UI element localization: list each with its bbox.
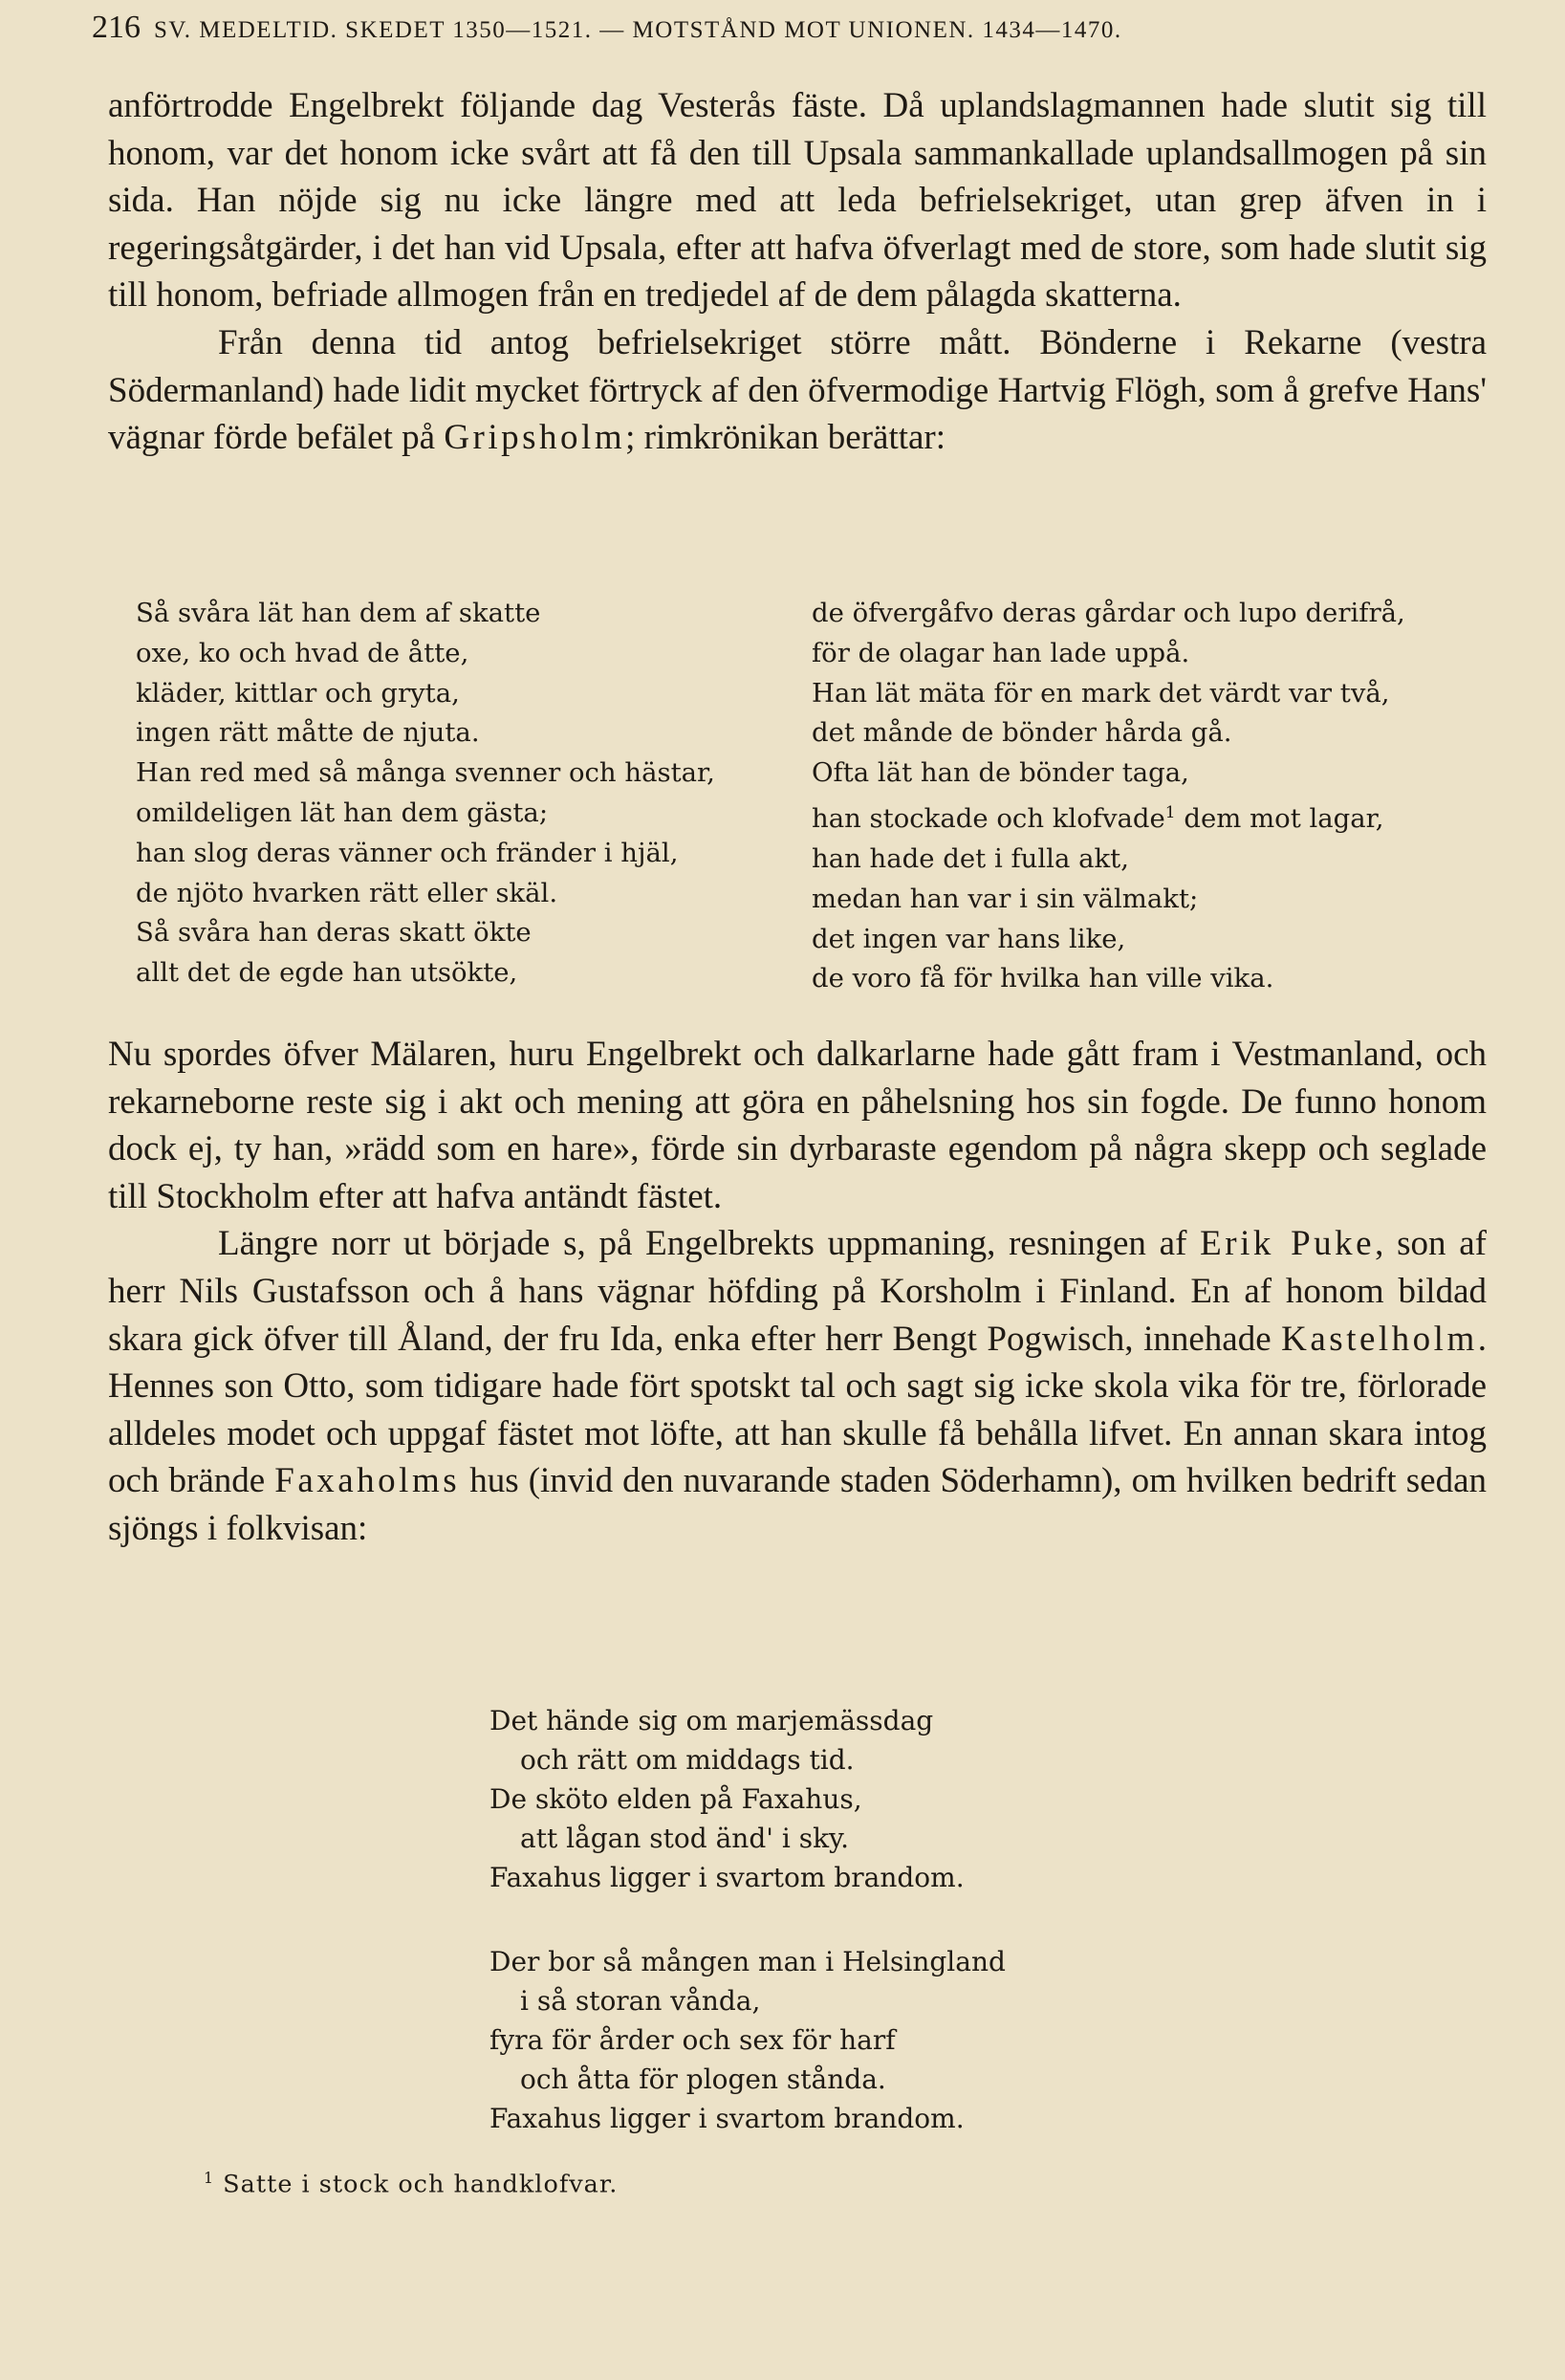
footnote-text: Satte i stock och handklofvar. <box>223 2170 619 2199</box>
poem-line: de voro få för hvilka han ville vika. <box>812 963 1274 994</box>
poem-line: de njöto hvarken rätt eller skäl. <box>136 877 558 908</box>
poem-line: det månde de bönder hårda gå. <box>812 717 1232 749</box>
poem-line: Han red med så många svenner och hästar, <box>136 757 715 789</box>
place-kastelholm: Kastelholm <box>1281 1319 1478 1359</box>
poem-line: Så svåra lät han dem af skatte <box>136 598 541 628</box>
poem-line: han hade det i fulla akt, <box>812 842 1129 874</box>
poem-line: medan han var i sin välmakt; <box>812 883 1199 914</box>
song-line: och rätt om middags tid. <box>520 1744 855 1776</box>
poem-line: det ingen var hans like, <box>812 923 1126 954</box>
poem-line: Ofta lät han de bönder taga, <box>812 757 1189 789</box>
footnote-marker: 1 <box>204 2169 215 2187</box>
poem-line: oxe, ko och hvad de åtte, <box>136 637 469 668</box>
place-faxaholm: Faxaholms <box>274 1461 461 1501</box>
running-title: SV. MEDELTID. SKEDET 1350—1521. — MOTSTÅND MOT UNIONEN. 1434—1470. <box>154 17 1122 43</box>
chronicle-poem-right-column <box>812 594 1405 999</box>
poem-line: han slog deras vänner och fränder i hjäl, <box>136 837 679 868</box>
paragraph-erik-puke: Längre norr ut började s, på Engelbrekts uppmaning, resningen af Erik Puke, son af herr Nils Gustafsson och å hans vägnar höfding på Korsholm i Finland. En af honom bildad skara gick öfver till Åland, der fru Ida, enka efter herr Bengt Pogwisch, innehade Kastelholm. Hennes son Otto, som tidigare hade fört spotskt tal och sagt sig icke skola vika för tre, förlorade alldeles modet och uppgaf fästet mot löfte, att han skulle få behålla lifvet. En annan skara intog och brände Faxaholms hus (invid den nuvarande staden Söderhamn), om hvilken bedrift sedan sjöngs i folkvisan: <box>108 1224 1487 1548</box>
poem-line: omildeligen lät han dem gästa; <box>136 797 549 828</box>
poem-line: ingen rätt måtte de njuta. <box>136 717 480 749</box>
poem-line: för de olagar han lade uppå. <box>812 637 1190 668</box>
poem-line: Han lät mäta för en mark det värdt var två, <box>812 677 1390 709</box>
poem-line: de öfvergåfvo deras gårdar och lupo derifrå, <box>812 598 1405 628</box>
song-line: att lågan stod änd' i sky. <box>520 1823 850 1854</box>
footnote <box>204 2169 618 2199</box>
song-line: De sköto elden på Faxahus, <box>489 1783 862 1815</box>
place-gripsholm: Gripsholm <box>444 418 626 458</box>
prose-block-upper <box>108 82 1487 462</box>
song-line: i så storan vånda, <box>520 1985 761 2017</box>
song-refrain: Faxahus ligger i svartom brandom. <box>489 2103 965 2134</box>
poem-line: allt det de egde han utsökte, <box>136 957 518 989</box>
paragraph-vesteras: anförtrodde Engelbrekt följande dag Vesterås fäste. Då uplandslagmannen hade slutit sig till honom, var det honom icke svårt att få den till Upsala sammankallade uplandsallmogen på sin sida. Han nöjde sig nu icke längre med att leda befrielsekriget, utan grep äfven in i regeringsåtgärder, i det han vid Upsala, efter att hafva öfverlagt med de store, som hade slutit sig till honom, befriade allmogen från en tredjedel af de dem pålagda skatterna. <box>108 86 1487 316</box>
footnote-reference: 1 <box>1164 802 1176 822</box>
person-erik-puke: Erik Puke <box>1200 1224 1376 1264</box>
chronicle-poem-left-column <box>136 594 715 993</box>
song-line: Det hände sig om marjemässdag <box>489 1705 934 1736</box>
poem-line-with-footnote: han stockade och klofvade$^1$ dem mot lagar, <box>812 802 1384 835</box>
folk-song-stanza-1 <box>489 1701 965 1897</box>
paragraph-malaren: Nu spordes öfver Mälaren, huru Engelbrekt och dalkarlarne hade gått fram i Vestmanland, och rekarneborne reste sig i akt och mening att göra en påhelsning hos sin fogde. De funno honom dock ej, ty han, »rädd som en hare», förde sin dyrbaraste egendom på några skepp och seglade till Stockholm efter att hafva antändt fästet. <box>108 1035 1487 1216</box>
song-line: Der bor så mången man i Helsingland <box>489 1946 1006 1977</box>
song-line: fyra för årder och sex för harf <box>489 2024 896 2056</box>
running-header <box>92 10 1488 46</box>
prose-block-lower <box>108 1031 1487 1553</box>
page-number: 216 <box>92 10 141 45</box>
song-line: och åtta för plogen stånda. <box>520 2063 886 2095</box>
poem-line: kläder, kittlar och gryta, <box>136 677 460 709</box>
folk-song-stanza-2 <box>489 1942 1006 2138</box>
song-refrain: Faxahus ligger i svartom brandom. <box>489 1862 965 1893</box>
paragraph-rekarne: Från denna tid antog befrielsekriget större mått. Bönderne i Rekarne (vestra Södermanland) hade lidit mycket förtryck af den öfvermodige Hartvig Flögh, som å grefve Hans' vägnar förde befälet på Gripsholm; rimkrönikan berättar: <box>108 322 1487 458</box>
poem-line: Så svåra han deras skatt ökte <box>136 917 532 949</box>
